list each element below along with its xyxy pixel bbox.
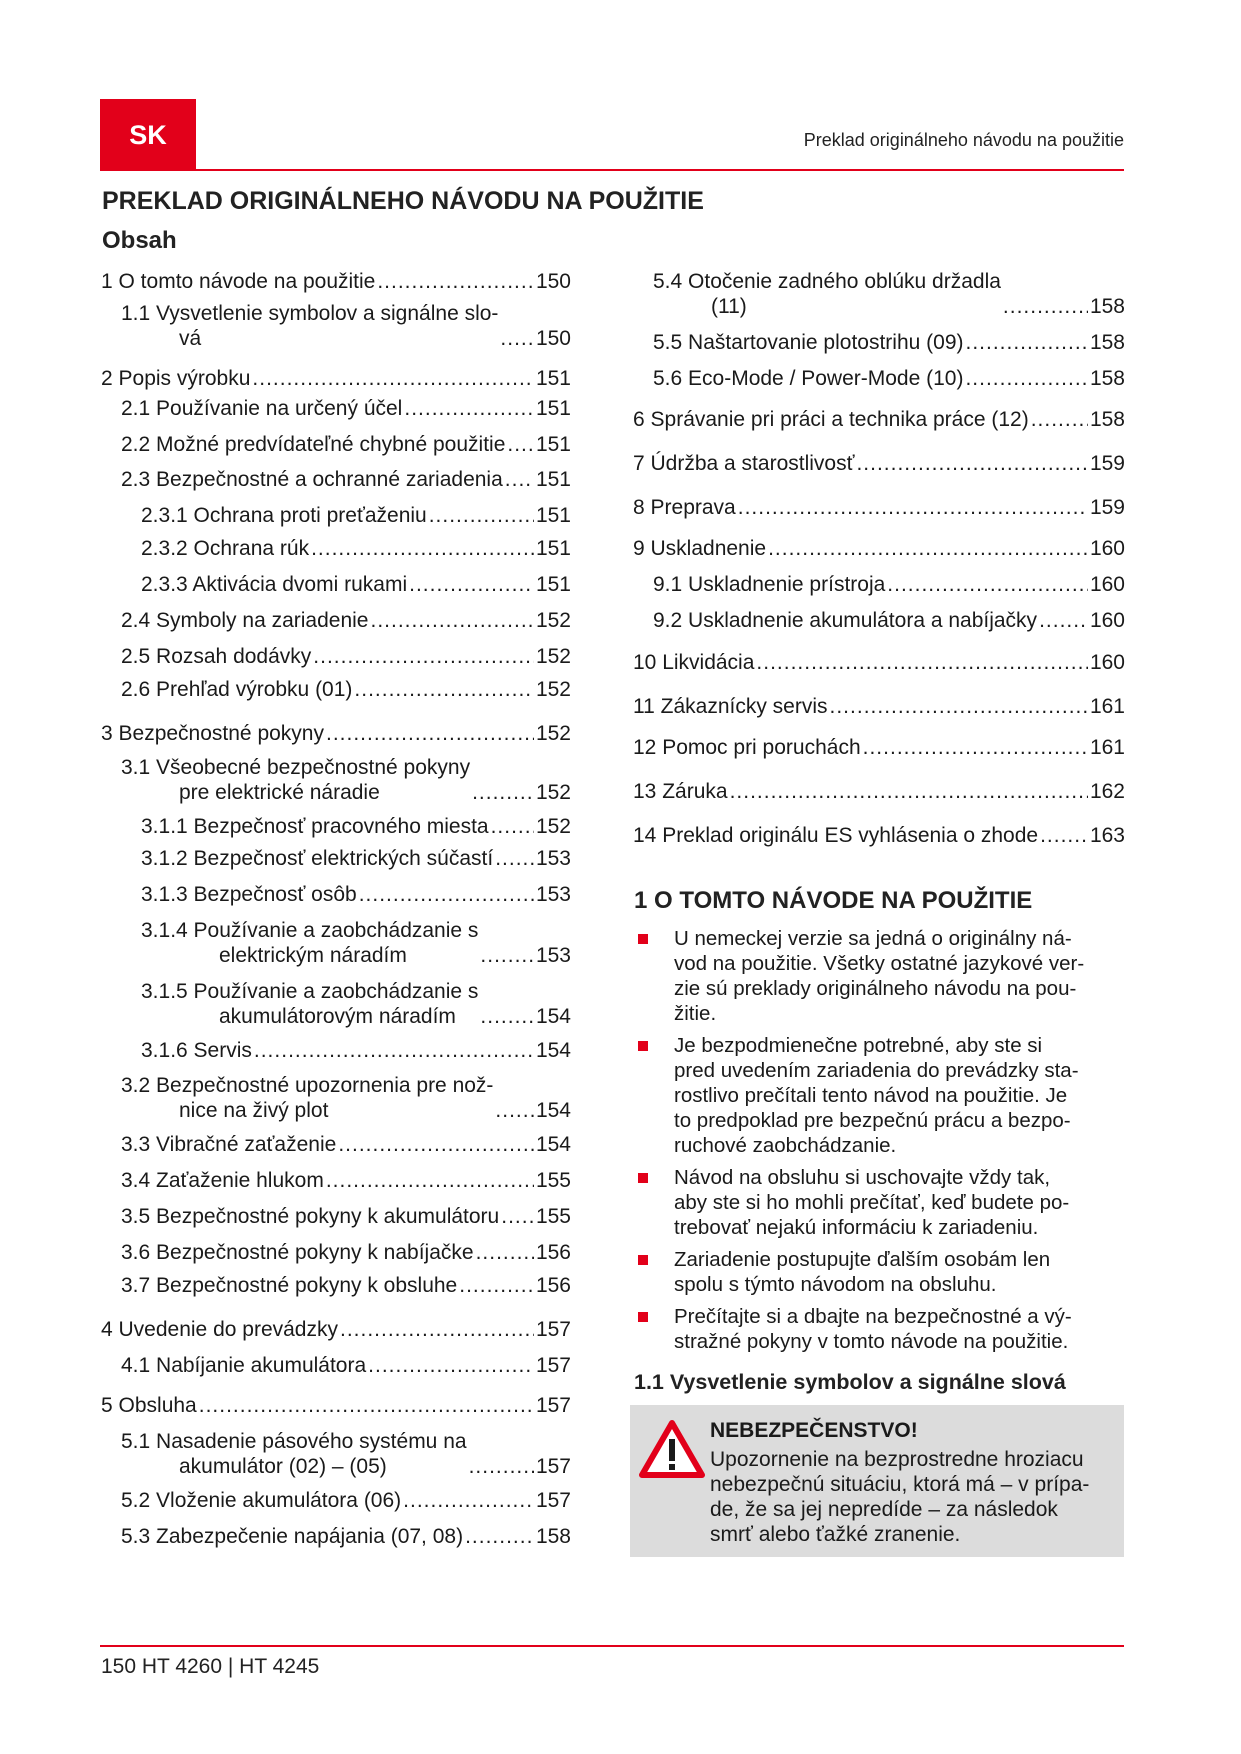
toc-entry[interactable]: 2.4 Symboly na zariadenie ..... 152 bbox=[101, 608, 571, 633]
toc-entry[interactable]: 3.5 Bezpečnostné pokyny k akumulátoru ..... 155 bbox=[101, 1204, 571, 1229]
header-title: Preklad originálneho návodu na použitie bbox=[803, 130, 1124, 150]
toc-entry[interactable]: 2.3.1 Ochrana proti preťaženiu ..... 151 bbox=[101, 503, 571, 528]
toc-entry[interactable]: 13 Záruka ..... 162 bbox=[633, 779, 1125, 804]
bullet-square-icon bbox=[638, 1173, 648, 1183]
toc-entry[interactable]: 14 Preklad originálu ES vyhlásenia o zhode ..... 163 bbox=[633, 823, 1125, 848]
toc-entry[interactable]: 3.1.2 Bezpečnosť elektrických súčastí ..... 153 bbox=[101, 846, 571, 871]
toc-entry[interactable]: 3.2 Bezpečnostné upozornenia pre nož- nice na živý plot ..... 154 bbox=[101, 1073, 571, 1123]
toc-entry[interactable]: 2.2 Možné predvídateľné chybné použitie ..... 151 bbox=[101, 432, 571, 457]
toc-entry[interactable]: 5.1 Nasadenie pásového systému na akumulátor (02) – (05) ..... 157 bbox=[101, 1429, 571, 1479]
toc-entry[interactable]: 5.5 Naštartovanie plotostrihu (09) ..... 158 bbox=[633, 330, 1125, 355]
toc-entry[interactable]: 2 Popis výrobku ..... 151 bbox=[101, 366, 571, 391]
toc-entry[interactable]: 4.1 Nabíjanie akumulátora ..... 157 bbox=[101, 1353, 571, 1378]
toc-entry[interactable]: 5.2 Vloženie akumulátora (06) ..... 157 bbox=[101, 1488, 571, 1513]
toc-entry[interactable]: 8 Preprava ..... 159 bbox=[633, 495, 1125, 520]
footer-rule bbox=[100, 1645, 1124, 1647]
toc-entry[interactable]: 4 Uvedenie do prevádzky ..... 157 bbox=[101, 1317, 571, 1342]
toc-entry[interactable]: 9.2 Uskladnenie akumulátora a nabíjačky ..... 160 bbox=[633, 608, 1125, 633]
toc-entry[interactable]: 7 Údržba a starostlivosť ..... 159 bbox=[633, 451, 1125, 476]
toc-left-column bbox=[101, 269, 571, 1549]
toc-entry[interactable]: 3.6 Bezpečnostné pokyny k nabíjačke ..... 156 bbox=[101, 1240, 571, 1265]
toc-entry[interactable]: 2.1 Používanie na určený účel ..... 151 bbox=[101, 396, 571, 421]
toc-entry[interactable]: 1 O tomto návode na použitie ..... 150 bbox=[101, 269, 571, 294]
toc-entry[interactable]: 3.1.3 Bezpečnosť osôb ..... 153 bbox=[101, 882, 571, 907]
section-heading: 1 O TOMTO NÁVODE NA POUŽITIE bbox=[634, 887, 1033, 914]
toc-entry[interactable]: 3.1.6 Servis ..... 154 bbox=[101, 1038, 571, 1063]
toc-entry[interactable]: 5.3 Zabezpečenie napájania (07, 08) ..... 158 bbox=[101, 1524, 571, 1549]
toc-entry[interactable]: 5 Obsluha ..... 157 bbox=[101, 1393, 571, 1418]
bullet-list bbox=[634, 926, 1124, 1361]
bullet-item: Zariadenie postupujte ďalším osobám len spolu s týmto návodom na obsluhu. bbox=[634, 1247, 1124, 1297]
subsection-heading: 1.1 Vysvetlenie symbolov a signálne slová bbox=[634, 1370, 1066, 1394]
bullet-square-icon bbox=[638, 1041, 648, 1051]
toc-entry[interactable]: 5.4 Otočenie zadného oblúku držadla (11) ..... 158 bbox=[633, 269, 1125, 319]
bullet-square-icon bbox=[638, 1312, 648, 1322]
toc-entry[interactable]: 3.1 Všeobecné bezpečnostné pokyny pre elektrické náradie ..... 152 bbox=[101, 755, 571, 805]
danger-text: Upozornenie na bezprostredne hroziacu nebezpečnú situáciu, ktorá má – v prípa- de, že sa jej nepredíde – za následok smrť alebo ťažké zranenie. bbox=[710, 1448, 1090, 1546]
toc-entry[interactable]: 3.7 Bezpečnostné pokyny k obsluhe ..... 156 bbox=[101, 1273, 571, 1298]
toc-entry[interactable]: 3.1.1 Bezpečnosť pracovného miesta ..... 152 bbox=[101, 814, 571, 839]
toc-entry[interactable]: 3.4 Zaťaženie hlukom ..... 155 bbox=[101, 1168, 571, 1193]
toc-entry[interactable]: 2.3.2 Ochrana rúk ..... 151 bbox=[101, 536, 571, 561]
header-rule bbox=[100, 169, 1124, 171]
toc-entry[interactable]: 2.6 Prehľad výrobku (01) ..... 152 bbox=[101, 677, 571, 702]
toc-entry[interactable]: 11 Zákaznícky servis ..... 161 bbox=[633, 694, 1125, 719]
toc-entry[interactable]: 3.1.4 Používanie a zaobchádzanie s elektrickým náradím ..... 153 bbox=[101, 918, 571, 968]
danger-notice bbox=[630, 1405, 1124, 1557]
contents-heading: Obsah bbox=[102, 227, 177, 254]
page-footer: 150 HT 4260 | HT 4245 bbox=[101, 1655, 320, 1678]
toc-entry[interactable]: 6 Správanie pri práci a technika práce (12) ..... 158 bbox=[633, 407, 1125, 432]
toc-entry[interactable]: 9 Uskladnenie ..... 160 bbox=[633, 536, 1125, 561]
toc-entry[interactable]: 2.5 Rozsah dodávky ..... 152 bbox=[101, 644, 571, 669]
bullet-square-icon bbox=[638, 934, 648, 944]
bullet-item: Je bezpodmienečne potrebné, aby ste si pred uvedením zariadenia do prevádzky sta- rostlivo prečítali tento návod na použitie. Je to predpoklad pre bezpečnú prácu a bezpo- ruchové zaobchádzanie. bbox=[634, 1033, 1124, 1158]
toc-entry[interactable]: 10 Likvidácia ..... 160 bbox=[633, 650, 1125, 675]
warning-triangle-icon bbox=[638, 1419, 706, 1479]
toc-entry[interactable]: 12 Pomoc pri poruchách ..... 161 bbox=[633, 735, 1125, 760]
bullet-item: Návod na obsluhu si uschovajte vždy tak, aby ste si ho mohli prečítať, keď budete po- trebovať nejakú informáciu k zariadeniu. bbox=[634, 1165, 1124, 1240]
toc-entry[interactable]: 1.1 Vysvetlenie symbolov a signálne slo- vá ..... 150 bbox=[101, 301, 571, 351]
toc-entry[interactable]: 2.3.3 Aktivácia dvomi rukami ..... 151 bbox=[101, 572, 571, 597]
toc-entry[interactable]: 3.1.5 Používanie a zaobchádzanie s akumulátorovým náradím ..... 154 bbox=[101, 979, 571, 1029]
language-badge bbox=[100, 99, 196, 171]
toc-entry[interactable]: 9.1 Uskladnenie prístroja ..... 160 bbox=[633, 572, 1125, 597]
toc-entry[interactable]: 2.3 Bezpečnostné a ochranné zariadenia ..... 151 bbox=[101, 467, 571, 492]
toc-entry[interactable]: 3 Bezpečnostné pokyny ..... 152 bbox=[101, 721, 571, 746]
bullet-item: Prečítajte si a dbajte na bezpečnostné a vý- stražné pokyny v tomto návode na použitie. bbox=[634, 1304, 1124, 1354]
toc-entry[interactable]: 3.3 Vibračné zaťaženie ..... 154 bbox=[101, 1132, 571, 1157]
document-title: PREKLAD ORIGINÁLNEHO NÁVODU NA POUŽITIE bbox=[102, 187, 704, 215]
bullet-item: U nemeckej verzie sa jedná o originálny ná- vod na použitie. Všetky ostatné jazykové ver- zie sú preklady originálneho návodu na pou- žitie. bbox=[634, 926, 1124, 1026]
toc-entry[interactable]: 5.6 Eco-Mode / Power-Mode (10) ..... 158 bbox=[633, 366, 1125, 391]
language-code: SK bbox=[129, 119, 167, 150]
bullet-square-icon bbox=[638, 1255, 648, 1265]
toc-right-column bbox=[633, 269, 1125, 848]
danger-title: NEBEZPEČENSTVO! bbox=[710, 1419, 918, 1442]
